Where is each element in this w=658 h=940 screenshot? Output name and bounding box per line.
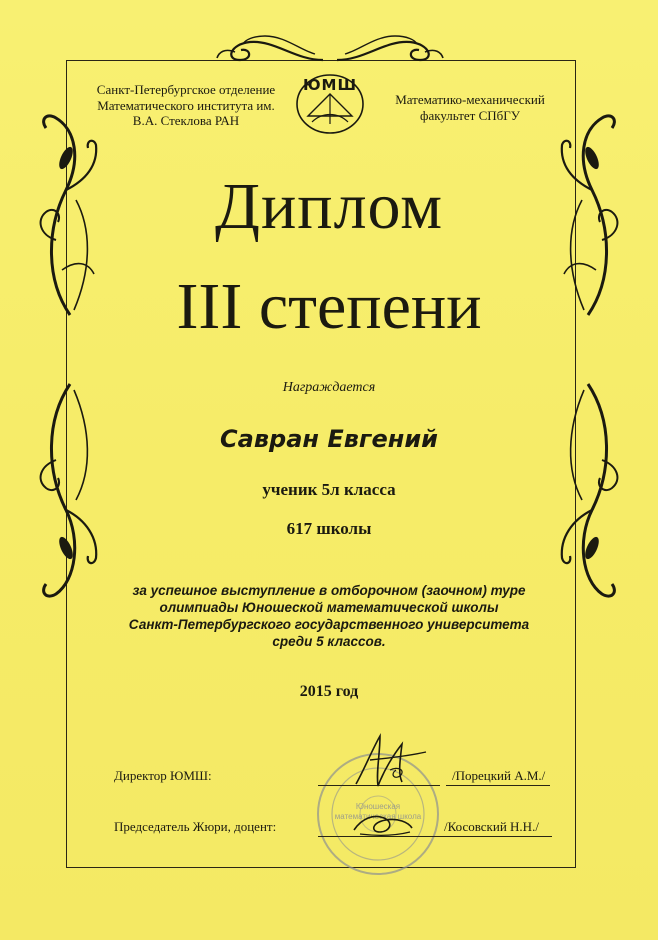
school-logo <box>292 72 368 136</box>
right-org-line: факультет СПбГУ <box>420 107 520 123</box>
jury-chair-signature <box>350 808 416 840</box>
director-name-line <box>446 785 550 786</box>
left-org-line: Санкт-Петербургское отделение <box>96 82 276 97</box>
right-org-line: Математико-механический <box>395 92 545 107</box>
left-organization <box>82 82 290 129</box>
director-role: Директор ЮМШ: <box>114 768 212 783</box>
reason-line: Санкт-Петербургского государственного университета <box>128 617 530 632</box>
recipient-school: 617 школы <box>286 519 372 538</box>
left-org-line: В.А. Стеклова РАН <box>132 113 240 128</box>
jury-chair-role: Председатель Жюри, доцент: <box>114 819 277 834</box>
right-organization <box>380 92 560 123</box>
award-year: 2015 год <box>299 683 359 700</box>
reason-line: за успешное выступление в отборочном (заочном) туре <box>132 583 526 598</box>
logo-text: ЮМШ <box>302 76 358 94</box>
top-right-flourish <box>335 30 445 70</box>
award-reason <box>100 582 558 650</box>
recipient-class: ученик 5л класса <box>262 480 396 499</box>
diploma-title: Диплом <box>214 170 444 243</box>
reason-line: среди 5 классов. <box>272 634 386 649</box>
director-name: /Порецкий А.М./ <box>452 768 546 783</box>
recipient-name: Савран Евгений <box>220 425 438 453</box>
jury-name-line <box>440 836 552 837</box>
top-left-flourish <box>215 30 325 70</box>
diploma-degree: III степени <box>176 270 482 343</box>
awarded-label: Награждается <box>282 380 376 395</box>
left-org-line: Математического института им. <box>97 97 275 113</box>
reason-line: олимпиады Юношеской математической школы <box>159 600 499 615</box>
director-signature <box>350 730 430 792</box>
jury-chair-name: /Косовский Н.Н./ <box>444 819 539 834</box>
stamp-text: Юношеская математическая школа <box>334 802 422 821</box>
